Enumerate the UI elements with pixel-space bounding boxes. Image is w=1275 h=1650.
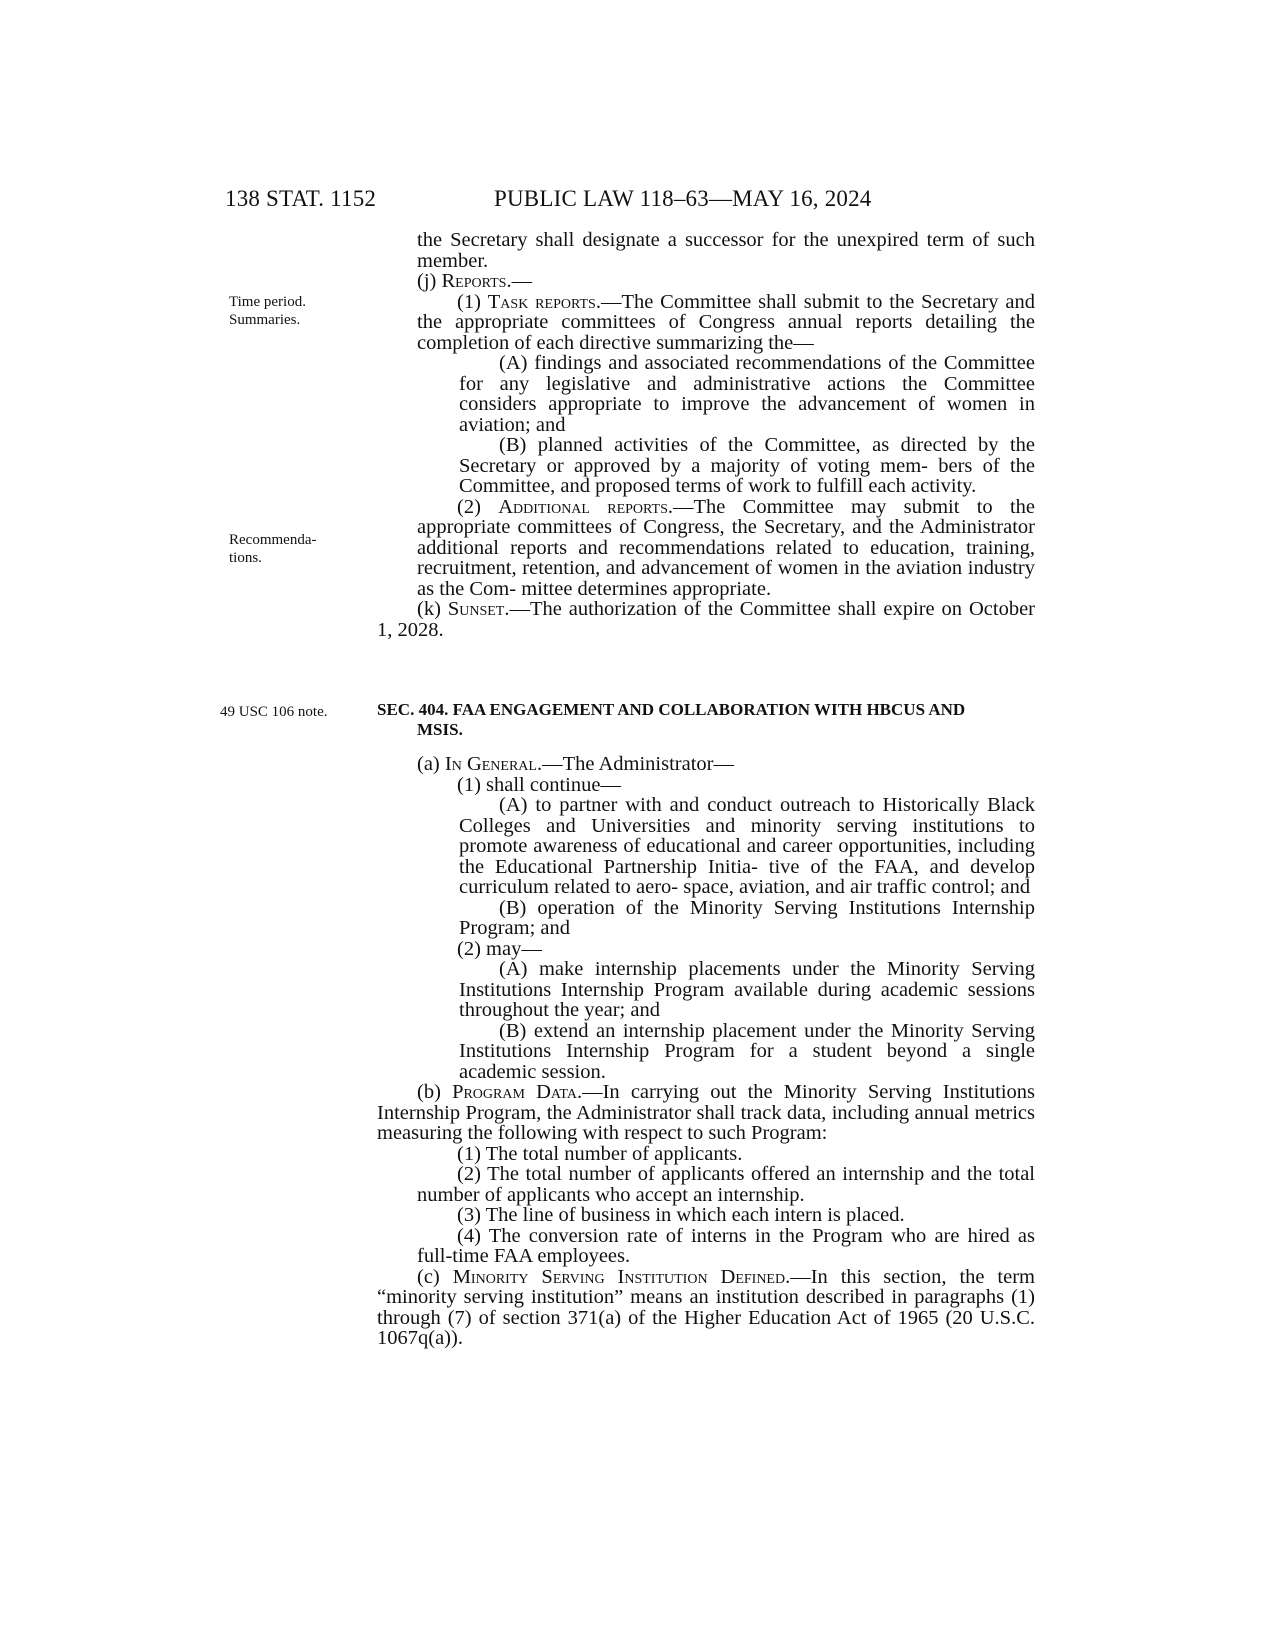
paragraph-b2: (2) The total number of applicants offered an internship and the total number of applicants who accept an internship. — [417, 1163, 1035, 1206]
paragraph-j1B: (B) planned activities of the Committee, as directed by the Secretary or approved by a majority of voting mem- bers of the Committee, and proposed terms of work to fulfill each activity. — [459, 434, 1035, 497]
margin-note-line: Summaries. — [229, 312, 301, 328]
statute-page-number: 138 STAT. 1152 — [225, 186, 377, 211]
subsection-b: (b) Program Data.—In carrying out the Minority Serving Institutions Internship Program, the Administrator shall track data, including annual metrics measuring the following with respect to such Program: — [377, 1081, 1035, 1144]
subsection-j-heading: (j) Reports.— — [417, 270, 533, 292]
section-heading: SEC. 404. FAA ENGAGEMENT AND COLLABORATION WITH HBCUS AND MSIS. — [377, 700, 966, 739]
subsection-c: (c) Minority Serving Institution Defined.—In this section, the term “minority serving institution” means an institution described in paragraphs (1) through (7) of section 371(a) of the Higher Education Act of 1965 (20 U.S.C. 1067q(a)). — [377, 1265, 1035, 1349]
paragraph-j2: (2) Additional reports.—The Committee may submit to the appropriate committees of Congress, the Secretary, and the Administrator additional reports and recommendations related to education, training, recruitment, retention, and advancement of women in the aviation industry as the Com- mittee determines appropriate. — [417, 495, 1036, 600]
paragraph-j1A: (A) findings and associated recommendations of the Committee for any legislative and administrative actions the Committee considers appropriate to improve the advancement of women in aviation; and — [459, 352, 1035, 436]
section-403-continuation — [377, 230, 1035, 640]
margin-note-usc: 49 USC 106 note. — [220, 704, 328, 720]
paragraph-a2B: (B) extend an internship placement under the Minority Serving Institutions Internship Program for a student beyond a single academic session. — [459, 1019, 1035, 1083]
paragraph: the Secretary shall designate a successor for the unexpired term of such member. — [417, 229, 1035, 272]
paragraph-a1B: (B) operation of the Minority Serving Institutions Internship Program; and — [459, 896, 1035, 939]
paragraph-b1: (1) The total number of applicants. — [457, 1142, 743, 1165]
section-404 — [377, 700, 1035, 1349]
margin-note-time-period — [229, 293, 359, 329]
margin-note-line: Time period. — [229, 294, 306, 310]
margin-note-line: tions. — [229, 550, 262, 566]
margin-note-recommendations — [229, 531, 359, 567]
paragraph-b3: (3) The line of business in which each intern is placed. — [457, 1204, 905, 1226]
paragraph-j1: (1) Task reports.—The Committee shall submit to the Secretary and the appropriate committees of Congress annual reports detailing the completion of each directive summarizing the— — [417, 290, 1036, 354]
paragraph-a2: (2) may— — [457, 937, 542, 960]
subsection-k: (k) Sunset.—The authorization of the Committee shall expire on October 1, 2028. — [377, 598, 1035, 641]
subsection-a: (a) In General.—The Administrator— — [417, 753, 734, 775]
paragraph-a1: (1) shall continue— — [457, 773, 621, 796]
paragraph-a2A: (A) make internship placements under the Minority Serving Institutions Internship Program available during academic sessions throughout the year; and — [459, 958, 1035, 1021]
paragraph-a1A: (A) to partner with and conduct outreach to Historically Black Colleges and Universities and minority serving institutions to promote awareness of educational and career opportunities, including the Educational Partnership Initia- tive of the FAA, and develop curriculum related to aero- space, aviation, and air traffic control; and — [459, 794, 1035, 898]
paragraph-b4: (4) The conversion rate of interns in the Program who are hired as full-time FAA employees. — [417, 1224, 1035, 1267]
running-header-title: PUBLIC LAW 118–63—MAY 16, 2024 — [494, 186, 872, 211]
margin-note-line: Recommenda- — [229, 532, 317, 548]
